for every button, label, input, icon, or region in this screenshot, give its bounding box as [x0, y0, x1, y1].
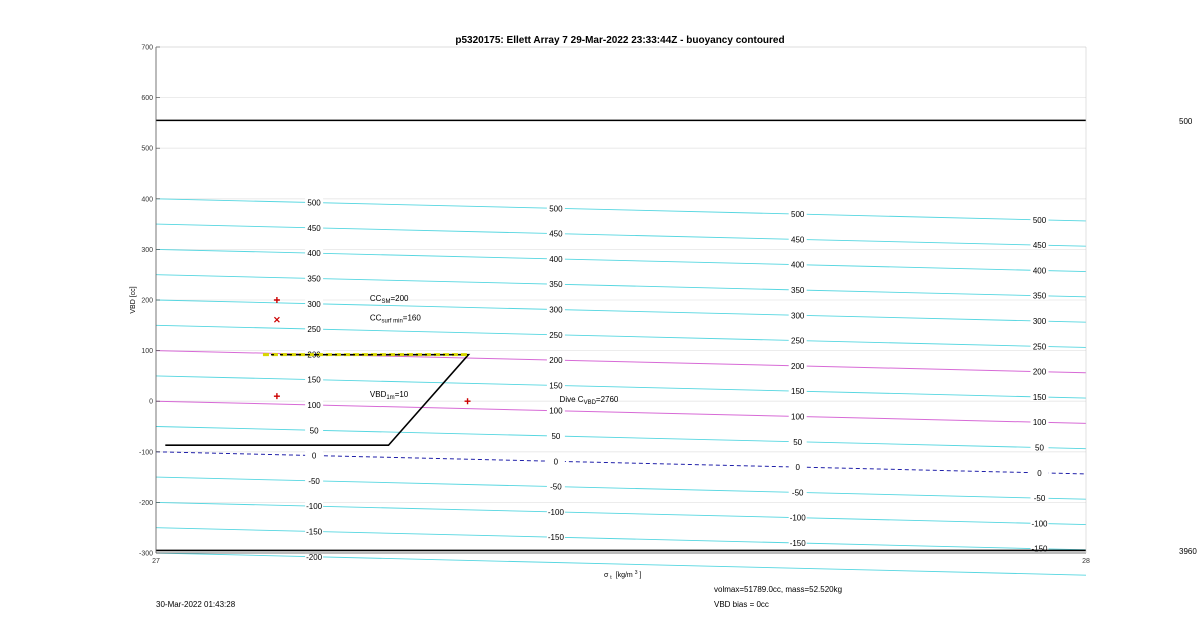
- chart-title: p5320175: Ellett Array 7 29-Mar-2022 23:33:44Z - buoyancy contoured: [455, 35, 785, 46]
- y-tick-label: 700: [141, 44, 153, 52]
- contour-line: [156, 300, 1086, 322]
- contour-label: 450: [549, 229, 563, 239]
- contour-label: 100: [1032, 418, 1047, 428]
- x-marker: [274, 317, 279, 322]
- contour-label: -150: [306, 527, 323, 537]
- grid-lines: [156, 47, 1086, 553]
- marker-label-subscript: 1m: [386, 395, 395, 402]
- plus-marker: [274, 297, 280, 303]
- marker-label: [560, 395, 619, 406]
- marker-label-subscript: surf min: [381, 318, 403, 325]
- marker-label-main: VBD: [369, 390, 387, 400]
- contour-line: [156, 224, 1086, 246]
- contour-line: [156, 325, 1086, 347]
- contour-label: 250: [791, 336, 805, 346]
- marker-label-value: =2760: [595, 395, 619, 405]
- contour-label: -50: [550, 482, 562, 492]
- contour-label: 350: [1032, 291, 1047, 301]
- contour-label: 200: [307, 350, 321, 360]
- x-axis-label-symbol: σ: [604, 572, 609, 579]
- contour-label: 100: [549, 406, 563, 416]
- contour-label: 150: [307, 375, 321, 385]
- y-tick-label: -300: [138, 550, 153, 558]
- x-tick-label: 27: [152, 558, 160, 565]
- contour-label: 500: [307, 198, 321, 208]
- footer-vbd-bias: VBD bias = 0cc: [714, 600, 769, 609]
- contour-line: [156, 376, 1086, 398]
- contour-label: -50: [308, 476, 320, 486]
- contour-label: -100: [789, 513, 806, 523]
- plus-marker: [465, 398, 471, 404]
- y-tick-label: 600: [141, 95, 153, 103]
- contour-label: 500: [549, 204, 563, 214]
- contour-line: [156, 199, 1086, 221]
- contour-label: 350: [791, 285, 805, 295]
- contour-label: 200: [1032, 367, 1047, 377]
- contour-line: [156, 249, 1086, 271]
- contour-label: 0: [553, 457, 559, 467]
- right-label-top: 500: [1179, 117, 1193, 126]
- y-tick-label: -200: [138, 499, 153, 507]
- marker-label-subscript: VBD: [583, 400, 596, 407]
- contour-line: [156, 528, 1086, 550]
- contour-label: 250: [549, 330, 563, 340]
- y-tick-label: 400: [141, 196, 153, 204]
- contour-label: 400: [549, 254, 563, 264]
- plus-marker: [274, 393, 280, 399]
- marker-label: [370, 314, 421, 325]
- contour-label: 300: [1032, 317, 1047, 327]
- y-tick-label: 200: [141, 297, 153, 305]
- contour-label: 200: [791, 361, 805, 371]
- contour-line: [156, 502, 1086, 524]
- contour-label: 500: [1032, 215, 1047, 225]
- x-axis-label-close: ]: [639, 572, 642, 579]
- x-tick-label: 28: [1082, 558, 1090, 565]
- contour-label: 450: [791, 235, 805, 245]
- contour-label: 350: [307, 274, 321, 284]
- marker-label: [370, 390, 409, 401]
- y-tick-label: 100: [141, 348, 153, 356]
- contour-label: -200: [306, 552, 323, 562]
- y-tick-label: 0: [149, 398, 153, 406]
- x-axis-label-units: [kg/m: [615, 572, 633, 579]
- contour-label: 400: [791, 260, 805, 270]
- contour-label: 150: [549, 381, 563, 391]
- contour-label: 150: [1032, 392, 1047, 402]
- contour-label: 0: [311, 451, 317, 461]
- marker-label-main: CC: [369, 313, 382, 323]
- contour-label: 300: [307, 299, 321, 309]
- contour-label: 0: [795, 463, 800, 473]
- y-axis-label: VBD [cc]: [130, 286, 137, 314]
- contour-label: 450: [307, 223, 321, 233]
- marker-label-value: =10: [394, 390, 409, 400]
- marker-label-value: =160: [402, 313, 421, 323]
- x-axis-label: [604, 569, 641, 581]
- marker-label-main: Dive C: [559, 395, 584, 405]
- contour-label: 50: [309, 426, 319, 436]
- contour-label: -50: [1033, 494, 1046, 504]
- markers: [274, 294, 619, 406]
- contour-label: 250: [1032, 342, 1047, 352]
- contour-label: -150: [547, 533, 564, 543]
- tick-labels: [139, 45, 1090, 566]
- contour-label: 100: [307, 400, 321, 410]
- contour-line: [156, 275, 1086, 297]
- contour-line: [156, 401, 1086, 423]
- contour-label: 50: [1035, 443, 1044, 453]
- footer-volmax: volmax=51789.0cc, mass=52.520kg: [714, 585, 843, 594]
- contour-label: 500: [791, 210, 805, 220]
- contour-label: 250: [307, 325, 321, 335]
- contour-label: -100: [306, 502, 323, 512]
- right-label-bottom: 3960: [1179, 547, 1197, 556]
- contour-label: 200: [549, 356, 563, 366]
- footer-timestamp: 30-Mar-2022 01:43:28: [156, 600, 236, 609]
- contour-label: 300: [549, 305, 563, 315]
- contour-label: -50: [791, 488, 804, 498]
- contour-label: -100: [1031, 519, 1048, 529]
- contour-line: [156, 477, 1086, 499]
- marker-label-subscript: SM: [381, 299, 391, 305]
- contour-label: 400: [307, 249, 321, 259]
- contour-labels: [305, 198, 1048, 562]
- y-tick-label: 300: [141, 246, 153, 254]
- contour-label: 50: [551, 432, 561, 442]
- marker-label: [370, 294, 409, 305]
- horizontal-reference-lines: [156, 120, 1086, 550]
- contour-label: -100: [547, 507, 564, 517]
- x-axis-label-superscript: 3: [634, 570, 638, 576]
- contour-label: 400: [1032, 266, 1047, 276]
- contour-label: 100: [791, 412, 805, 422]
- contour-label: -150: [1031, 544, 1048, 554]
- contour-line: [156, 452, 1086, 474]
- contour-label: 150: [791, 387, 805, 397]
- contour-label: 450: [1032, 241, 1047, 251]
- marker-label-main: CC: [369, 294, 382, 303]
- y-tick-label: 500: [141, 145, 153, 153]
- marker-label-value: =200: [390, 294, 409, 303]
- y-tick-label: -100: [138, 449, 153, 457]
- contour-label: 50: [793, 437, 803, 447]
- contour-label: -150: [789, 538, 806, 548]
- x-axis-label-subscript: t: [610, 575, 612, 581]
- contour-lines: [156, 199, 1086, 575]
- contour-label: 0: [1037, 468, 1042, 478]
- contour-label: 300: [791, 311, 805, 321]
- contour-label: 350: [549, 280, 563, 290]
